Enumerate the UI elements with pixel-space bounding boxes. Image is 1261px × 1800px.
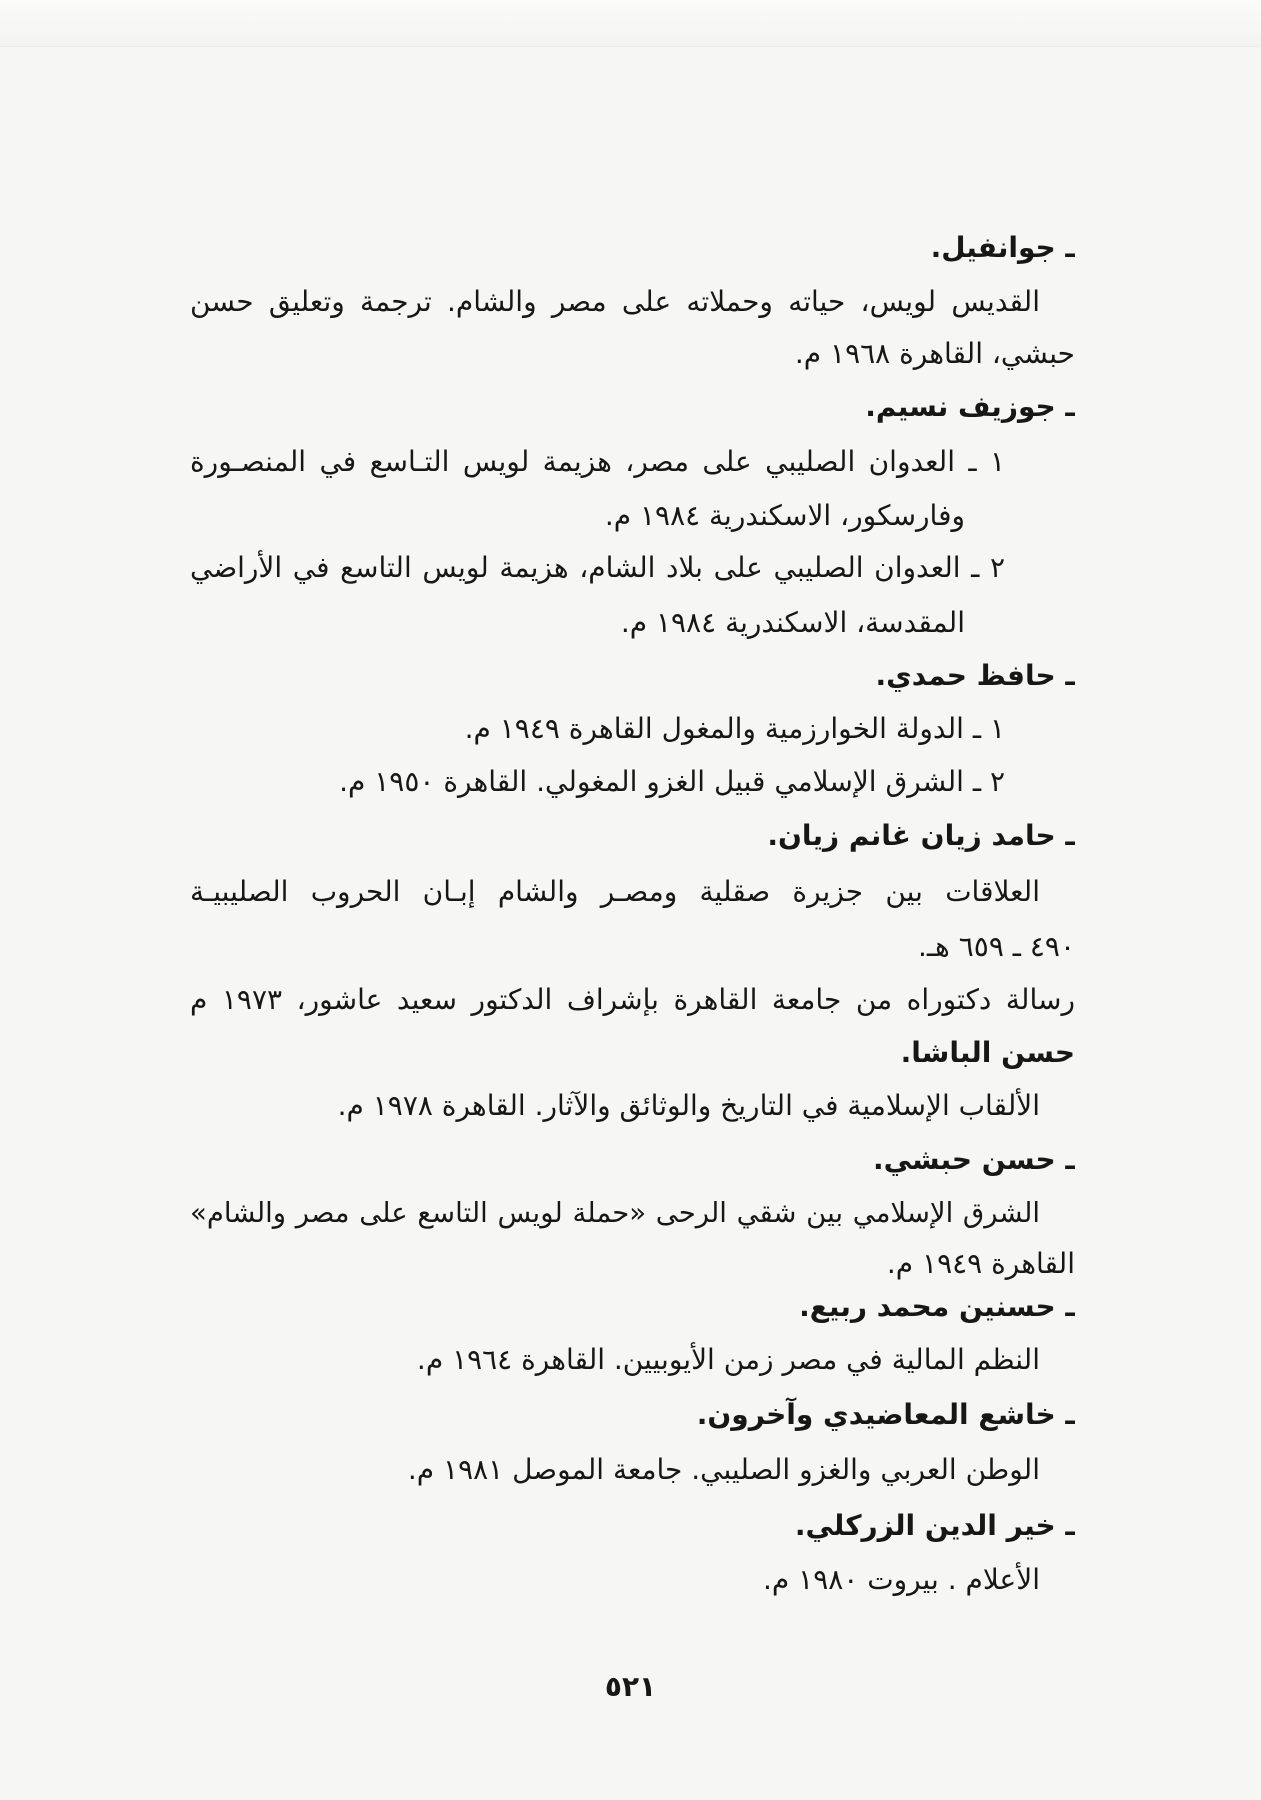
author-heading: ـ حسنين محمد ربيع. [799,1290,1075,1323]
citation-line: الأعلام . بيروت ١٩٨٠ م. [763,1563,1040,1596]
author-heading: ـ حافظ حمدي. [875,659,1075,692]
citation-line: المقدسة، الاسكندرية ١٩٨٤ م. [620,606,965,639]
citation-line: القاهرة ١٩٤٩ م. [886,1247,1075,1280]
author-heading: ـ جوزيف نسيم. [865,390,1075,423]
citation-line: ٢ ـ العدوان الصليبي على بلاد الشام، هزيمة لويس التاسع في الأراضي [190,551,1005,584]
scan-edge [0,0,1261,47]
citation-line: القديس لويس، حياته وحملاته على مصر والشام. ترجمة وتعليق حسن [190,285,1040,318]
page-number: ٥٢١ [604,1670,657,1703]
citation-line: ١ ـ الدولة الخوارزمية والمغول القاهرة ١٩٤٩ م. [464,712,1005,745]
citation-line: الألقاب الإسلامية في التاريخ والوثائق والآثار. القاهرة ١٩٧٨ م. [337,1089,1040,1122]
author-heading: ـ خاشع المعاضيدي وآخرون. [696,1398,1075,1431]
author-heading: حسن الباشا. [900,1036,1075,1069]
citation-line: الشرق الإسلامي بين شقي الرحى «حملة لويس التاسع على مصر والشام» [190,1197,1040,1229]
author-heading: ـ خير الدين الزركلي. [794,1509,1075,1542]
citation-line: ١ ـ العدوان الصليبي على مصر، هزيمة لويس التـاسع في المنصـورة [190,445,1005,478]
citation-line: وفارسكور، الاسكندرية ١٩٨٤ م. [604,499,965,532]
citation-line: ٤٩٠ ـ ٦٥٩ هـ. [917,930,1075,963]
citation-line: النظم المالية في مصر زمن الأيوبيين. القاهرة ١٩٦٤ م. [416,1343,1040,1376]
citation-line: الوطن العربي والغزو الصليبي. جامعة الموصل ١٩٨١ م. [407,1453,1040,1486]
citation-line: حبشي، القاهرة ١٩٦٨ م. [794,337,1075,370]
author-heading: ـ حامد زيان غانم زيان. [767,819,1075,852]
citation-line: رسالة دكتوراه من جامعة القاهرة بإشراف الدكتور سعيد عاشور، ١٩٧٣ م [190,983,1075,1016]
author-heading: ـ حسن حبشي. [872,1143,1075,1176]
citation-line: ٢ ـ الشرق الإسلامي قبيل الغزو المغولي. القاهرة ١٩٥٠ م. [339,765,1005,798]
author-heading: ـ جوانفيل. [930,231,1075,264]
citation-line: العلاقات بين جزيرة صقلية ومصـر والشام إبـان الحروب الصليبيـة [190,875,1040,908]
